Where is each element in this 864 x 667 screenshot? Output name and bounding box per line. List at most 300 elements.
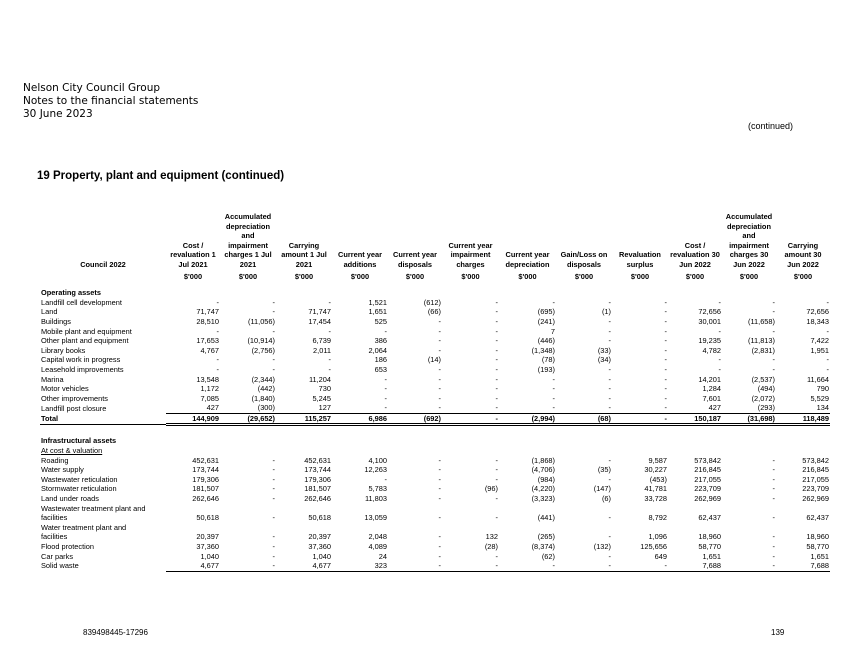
value-cell: 115,257 — [276, 413, 332, 425]
table-row — [40, 355, 830, 365]
table-row — [40, 298, 830, 308]
value-cell: 1,651 — [810, 551, 829, 561]
value-cell: 18,960 — [698, 532, 721, 542]
value-cell — [442, 523, 499, 533]
value-cell: (1,348) — [531, 345, 555, 355]
value-cell: 262,646 — [192, 494, 219, 504]
table-row — [40, 513, 830, 523]
column-header: Cost / revaluation 30 Jun 2022 — [670, 240, 720, 269]
table-row — [40, 327, 830, 337]
value-cell: - — [495, 355, 498, 365]
empty-cell — [722, 446, 776, 456]
total-row — [40, 413, 830, 425]
value-cell: (35) — [597, 465, 611, 475]
value-cell: (612) — [423, 297, 441, 307]
row-label: Buildings — [41, 316, 71, 326]
page-number: 139 — [771, 628, 785, 637]
empty-cell — [332, 446, 388, 456]
table-row — [40, 484, 830, 494]
value-cell: 4,677 — [166, 561, 220, 571]
value-cell: 1,040 — [200, 551, 219, 561]
value-cell: 50,618 — [196, 513, 219, 523]
value-cell: - — [328, 297, 331, 307]
value-cell: - — [718, 297, 721, 307]
row-label: Total — [40, 413, 166, 425]
value-cell: - — [664, 316, 667, 326]
value-cell: 4,767 — [200, 345, 219, 355]
unit-cell: $'000 — [793, 271, 813, 281]
value-cell: 179,306 — [192, 474, 219, 484]
value-cell: - — [384, 374, 387, 384]
value-cell: 41,781 — [644, 484, 667, 494]
empty-cell — [668, 434, 722, 446]
empty-cell — [332, 286, 388, 298]
unit-cell: $'000 — [294, 271, 314, 281]
value-cell: (692) — [388, 413, 442, 425]
column-header-row — [40, 212, 830, 270]
value-cell: 1,651 — [702, 551, 721, 561]
value-cell: - — [772, 484, 775, 494]
value-cell — [556, 504, 612, 514]
spacer-cell — [40, 425, 830, 435]
unit-row — [40, 270, 830, 287]
row-label: Flood protection — [41, 542, 94, 551]
value-cell: - — [556, 561, 612, 571]
value-cell: 173,744 — [304, 465, 331, 475]
table-row — [40, 346, 830, 356]
value-cell: - — [220, 561, 276, 571]
value-cell: (293) — [722, 403, 776, 413]
document-date: 30 June 2023 — [23, 108, 93, 120]
value-cell: - — [495, 384, 498, 394]
row-label: Mobile plant and equipment — [41, 326, 132, 336]
value-cell: - — [442, 561, 499, 571]
value-cell: 262,646 — [304, 494, 331, 504]
value-cell: (1) — [601, 307, 611, 317]
value-cell: 8,792 — [648, 513, 667, 523]
table-row — [40, 561, 830, 571]
value-cell: - — [272, 355, 275, 365]
value-cell: 28,510 — [196, 316, 219, 326]
value-cell: - — [772, 326, 775, 336]
document-reference: 839498445-17296 — [83, 628, 148, 637]
column-header: Revaluation surplus — [619, 250, 661, 269]
value-cell: - — [442, 403, 499, 413]
value-cell: - — [718, 364, 721, 374]
unit-cell: $'000 — [405, 271, 425, 281]
value-cell: 2,064 — [368, 345, 387, 355]
row-label: facilities — [41, 532, 68, 542]
value-cell: - — [664, 326, 667, 336]
value-cell: 1,951 — [810, 345, 829, 355]
value-cell: - — [438, 364, 441, 374]
unit-cell: $'000 — [183, 271, 203, 281]
column-header: Carrying amount 30 Jun 2022 — [784, 240, 822, 269]
value-cell: - — [438, 513, 441, 523]
value-cell: 14,201 — [698, 374, 721, 384]
value-cell: 11,664 — [806, 374, 829, 384]
row-label: Landfill cell development — [41, 297, 122, 307]
value-cell: (446) — [537, 336, 555, 346]
value-cell: - — [664, 364, 667, 374]
value-cell: (1,868) — [531, 455, 555, 465]
value-cell: 452,631 — [304, 455, 331, 465]
value-cell: - — [772, 494, 775, 504]
empty-cell — [220, 434, 276, 446]
value-cell: - — [438, 542, 441, 551]
value-cell — [332, 523, 388, 533]
value-cell: 223,709 — [802, 484, 829, 494]
value-cell: - — [772, 474, 775, 484]
value-cell: (68) — [556, 413, 612, 425]
value-cell: (1,840) — [251, 393, 275, 403]
value-cell: - — [495, 474, 498, 484]
value-cell: 2,048 — [368, 532, 387, 542]
value-cell: - — [826, 326, 829, 336]
value-cell: 6,986 — [332, 413, 388, 425]
value-cell — [722, 504, 776, 514]
value-cell: 13,059 — [364, 513, 387, 523]
value-cell: - — [608, 474, 611, 484]
value-cell: 653 — [374, 364, 387, 374]
value-cell: 7,688 — [776, 561, 830, 571]
value-cell: - — [272, 542, 275, 551]
infrastructural-assets-heading — [40, 434, 830, 446]
value-cell: - — [438, 484, 441, 494]
value-cell: 216,845 — [802, 465, 829, 475]
value-cell: - — [612, 403, 668, 413]
value-cell: - — [608, 336, 611, 346]
value-cell — [220, 504, 276, 514]
value-cell: - — [495, 513, 498, 523]
value-cell: - — [499, 561, 556, 571]
value-cell: 217,055 — [802, 474, 829, 484]
value-cell: - — [272, 494, 275, 504]
value-cell: - — [608, 393, 611, 403]
value-cell: 4,089 — [368, 542, 387, 551]
value-cell: - — [772, 364, 775, 374]
empty-cell — [166, 434, 220, 446]
value-cell: (984) — [537, 474, 555, 484]
value-cell: - — [495, 336, 498, 346]
row-label: Leasehold improvements — [41, 364, 124, 374]
column-header: Accumulated depreciation and impairment charges 1 Jul 2021 — [224, 212, 272, 269]
value-cell: (3,323) — [531, 494, 555, 504]
value-cell — [166, 523, 220, 533]
value-cell: - — [438, 474, 441, 484]
value-cell: - — [772, 355, 775, 365]
value-cell: 30,001 — [698, 316, 721, 326]
value-cell: 4,677 — [276, 561, 332, 571]
value-cell: - — [772, 307, 775, 317]
value-cell: (2,831) — [751, 345, 775, 355]
value-cell: 2,011 — [313, 345, 331, 355]
organisation-name: Nelson City Council Group — [23, 82, 161, 94]
empty-cell — [556, 434, 612, 446]
value-cell: 17,653 — [196, 336, 219, 346]
empty-cell — [776, 434, 830, 446]
empty-cell — [499, 434, 556, 446]
value-cell: 1,040 — [312, 551, 331, 561]
document-header — [23, 82, 198, 121]
value-cell: 62,437 — [806, 513, 829, 523]
empty-cell — [220, 446, 276, 456]
value-cell: - — [608, 364, 611, 374]
value-cell: - — [216, 355, 219, 365]
value-cell: (453) — [649, 474, 667, 484]
row-label: Landfill post closure — [41, 403, 107, 413]
value-cell: - — [272, 474, 275, 484]
table-row — [40, 384, 830, 394]
empty-cell — [668, 286, 722, 298]
value-cell: - — [438, 374, 441, 384]
table-row — [40, 494, 830, 504]
value-cell: 186 — [374, 355, 387, 365]
value-cell: 427 — [668, 403, 722, 413]
empty-cell — [332, 434, 388, 446]
value-cell — [668, 523, 722, 533]
value-cell: - — [552, 297, 555, 307]
value-cell: (300) — [220, 403, 276, 413]
value-cell — [220, 523, 276, 533]
value-cell: - — [495, 307, 498, 317]
value-cell: - — [612, 561, 668, 571]
value-cell: 20,397 — [308, 532, 331, 542]
value-cell: - — [272, 455, 275, 465]
row-label: facilities — [41, 513, 68, 523]
row-label: Library books — [41, 345, 86, 355]
value-cell — [276, 523, 332, 533]
operating-assets-heading — [40, 286, 830, 298]
column-header: Current year disposals — [393, 250, 437, 269]
value-cell: - — [272, 364, 275, 374]
document-title: Notes to the financial statements — [23, 95, 199, 107]
column-header: Accumulated depreciation and impairment charges 30 Jun 2022 — [725, 212, 773, 269]
value-cell: (11,056) — [248, 316, 275, 326]
value-cell: - — [664, 355, 667, 365]
empty-cell — [166, 446, 220, 456]
empty-cell — [722, 286, 776, 298]
value-cell: - — [272, 532, 275, 542]
value-cell: (2,072) — [751, 393, 775, 403]
empty-cell — [388, 434, 442, 446]
value-cell: 1,651 — [368, 307, 387, 317]
value-cell: - — [718, 326, 721, 336]
value-cell: 262,969 — [802, 494, 829, 504]
value-cell: 7,085 — [200, 393, 219, 403]
value-cell: 179,306 — [304, 474, 331, 484]
value-cell: - — [552, 384, 555, 394]
value-cell: (10,914) — [247, 336, 275, 346]
value-cell: (132) — [593, 542, 611, 551]
value-cell: (442) — [257, 384, 275, 394]
value-cell: (28) — [484, 542, 498, 551]
value-cell — [668, 504, 722, 514]
value-cell: 262,969 — [694, 494, 721, 504]
value-cell: (29,652) — [220, 413, 276, 425]
value-cell: (31,698) — [722, 413, 776, 425]
column-header: Current year depreciation — [505, 250, 550, 269]
unit-cell: $'000 — [350, 271, 370, 281]
column-header: Current year impairment charges — [448, 240, 493, 269]
value-cell: - — [552, 393, 555, 403]
empty-cell — [388, 286, 442, 298]
value-cell: (8,374) — [531, 542, 555, 551]
value-cell: - — [826, 297, 829, 307]
value-cell: 1,521 — [368, 297, 387, 307]
value-cell: - — [495, 316, 498, 326]
value-cell: (11,813) — [748, 336, 775, 346]
value-cell: - — [495, 345, 498, 355]
value-cell: 30,227 — [644, 465, 667, 475]
table-row — [40, 532, 830, 542]
empty-cell — [776, 286, 830, 298]
value-cell: (441) — [537, 513, 555, 523]
value-cell: - — [388, 403, 442, 413]
value-cell: - — [388, 561, 442, 571]
value-cell: 37,360 — [196, 542, 219, 551]
value-cell: 7,688 — [668, 561, 722, 571]
value-cell: - — [328, 364, 331, 374]
property-plant-equipment-table — [40, 212, 830, 572]
value-cell: - — [608, 316, 611, 326]
value-cell: (2,756) — [251, 345, 275, 355]
value-cell: - — [495, 374, 498, 384]
value-cell: 386 — [374, 336, 387, 346]
value-cell: 181,507 — [192, 484, 219, 494]
infrastructural-assets-heading-label: Infrastructural assets — [41, 436, 117, 446]
value-cell: - — [608, 374, 611, 384]
continued-label: (continued) — [747, 121, 793, 131]
value-cell: 18,343 — [806, 316, 829, 326]
value-cell: 17,454 — [308, 316, 331, 326]
row-label: Wastewater treatment plant and — [41, 503, 146, 513]
value-cell — [388, 523, 442, 533]
value-cell: - — [272, 297, 275, 307]
value-cell: 649 — [654, 551, 667, 561]
row-label: Roading — [41, 455, 69, 465]
value-cell — [332, 504, 388, 514]
column-header: Carrying amount 1 Jul 2021 — [281, 240, 327, 269]
value-cell: 13,548 — [196, 374, 219, 384]
value-cell: - — [328, 355, 331, 365]
value-cell: 18,960 — [806, 532, 829, 542]
value-cell: 9,587 — [648, 455, 667, 465]
value-cell — [776, 504, 830, 514]
value-cell — [276, 504, 332, 514]
value-cell: - — [272, 513, 275, 523]
cost-valuation-subheading — [40, 446, 830, 456]
value-cell: 223,709 — [694, 484, 721, 494]
value-cell: - — [772, 465, 775, 475]
value-cell: - — [384, 474, 387, 484]
value-cell: 4,100 — [368, 455, 387, 465]
value-cell: 5,529 — [810, 393, 829, 403]
empty-cell — [556, 286, 612, 298]
value-cell: - — [495, 551, 498, 561]
value-cell: 217,055 — [694, 474, 721, 484]
empty-cell — [499, 446, 556, 456]
value-cell: - — [216, 297, 219, 307]
value-cell: 427 — [166, 403, 220, 413]
empty-cell — [276, 446, 332, 456]
value-cell — [612, 504, 668, 514]
value-cell: - — [438, 465, 441, 475]
value-cell: 525 — [374, 316, 387, 326]
value-cell: - — [495, 297, 498, 307]
unit-cell: $'000 — [685, 271, 705, 281]
empty-cell — [166, 286, 220, 298]
value-cell: (11,658) — [748, 316, 775, 326]
value-cell — [442, 504, 499, 514]
value-cell: - — [438, 494, 441, 504]
value-cell: - — [442, 413, 499, 425]
value-cell: - — [772, 551, 775, 561]
row-label: Land under roads — [41, 494, 99, 504]
value-cell: - — [216, 326, 219, 336]
table-row — [40, 365, 830, 375]
table-row — [40, 317, 830, 327]
value-cell: 7,601 — [702, 393, 721, 403]
value-cell: - — [664, 336, 667, 346]
value-cell: 19,235 — [698, 336, 721, 346]
value-cell: - — [438, 393, 441, 403]
value-cell: 58,770 — [698, 542, 721, 551]
value-cell: 127 — [276, 403, 332, 413]
table-row — [40, 475, 830, 485]
value-cell: - — [384, 393, 387, 403]
value-cell: - — [495, 364, 498, 374]
value-cell: 790 — [816, 384, 829, 394]
value-cell: (66) — [427, 307, 441, 317]
empty-cell — [442, 286, 499, 298]
value-cell: - — [608, 532, 611, 542]
value-cell: (14) — [427, 355, 441, 365]
table-row — [40, 307, 830, 317]
value-cell: 132 — [485, 532, 498, 542]
value-cell: 6,739 — [312, 336, 331, 346]
row-label: Marina — [41, 374, 64, 384]
value-cell: (33) — [597, 345, 611, 355]
row-label: Water treatment plant and — [41, 522, 127, 532]
row-label: Wastewater reticulation — [41, 474, 118, 484]
value-cell: 573,842 — [802, 455, 829, 465]
empty-cell — [612, 446, 668, 456]
value-cell: - — [772, 297, 775, 307]
value-cell — [166, 504, 220, 514]
value-cell: 71,747 — [308, 307, 331, 317]
value-cell — [612, 523, 668, 533]
empty-cell — [499, 286, 556, 298]
value-cell: - — [438, 316, 441, 326]
value-cell: - — [272, 326, 275, 336]
value-cell: 134 — [776, 403, 830, 413]
value-cell: 1,284 — [702, 384, 721, 394]
value-cell: (78) — [541, 355, 555, 365]
operating-assets-heading-label: Operating assets — [41, 288, 101, 298]
column-header-label: Council 2022 — [80, 259, 126, 269]
value-cell: 173,744 — [192, 465, 219, 475]
value-cell: 1,096 — [648, 532, 667, 542]
unit-cell: $'000 — [739, 271, 759, 281]
value-cell: 24 — [378, 551, 387, 561]
value-cell: - — [664, 297, 667, 307]
row-label: Solid waste — [41, 561, 79, 571]
value-cell: - — [612, 413, 668, 425]
value-cell: 452,631 — [192, 455, 219, 465]
value-cell: - — [608, 513, 611, 523]
value-cell: (265) — [537, 532, 555, 542]
